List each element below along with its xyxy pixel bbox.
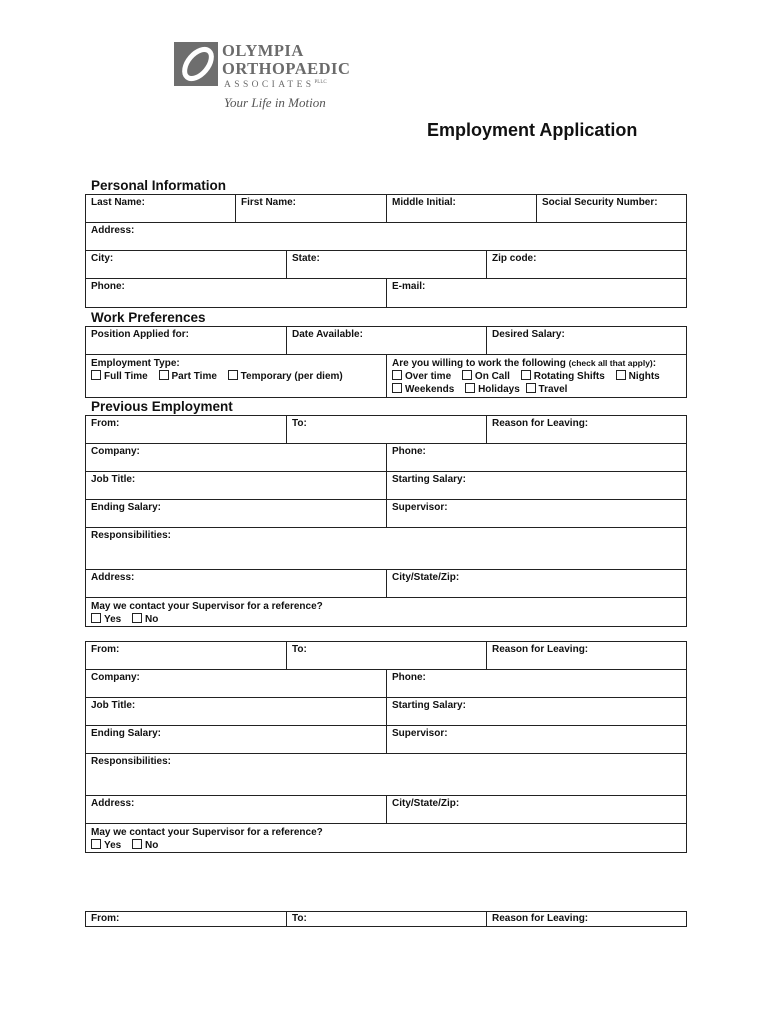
prev2-row-company	[85, 669, 687, 698]
company-label: Company:	[91, 446, 140, 457]
prev1-row-contact	[85, 597, 687, 627]
middle-initial-field[interactable]	[387, 195, 537, 222]
ending-salary-label: Ending Salary:	[91, 728, 162, 739]
to-label: To:	[292, 644, 307, 655]
city-state-zip-label: City/State/Zip:	[392, 572, 460, 583]
work-row-types	[85, 354, 687, 398]
date-available-label: Date Available:	[292, 329, 363, 340]
checkbox-icon	[616, 370, 626, 380]
checkbox-rotating-shifts[interactable]: Rotating Shifts	[521, 371, 605, 382]
section-heading-work: Work Preferences	[91, 310, 206, 325]
employment-type-cell	[86, 355, 387, 397]
first-name-field[interactable]	[236, 195, 387, 222]
personal-row-address	[85, 222, 687, 251]
city-state-zip-label: City/State/Zip:	[392, 798, 460, 809]
prev1-city-state-zip-field[interactable]	[387, 570, 686, 597]
ending-salary-label: Ending Salary:	[91, 502, 162, 513]
checkbox-weekends[interactable]: Weekends	[392, 384, 454, 395]
checkbox-travel[interactable]: Travel	[523, 384, 568, 395]
from-label: From:	[91, 913, 120, 924]
logo-line-2: ORTHOPAEDIC	[222, 59, 351, 78]
checkbox-icon	[159, 370, 169, 380]
prev1-row-responsibilities	[85, 527, 687, 570]
prev1-row-salary	[85, 499, 687, 528]
email-label: E-mail:	[392, 281, 426, 292]
checkbox-icon	[91, 839, 101, 849]
prev2-ending-salary-field[interactable]	[86, 726, 387, 753]
email-field[interactable]	[387, 279, 686, 307]
personal-row-names	[85, 194, 687, 223]
employment-type-label: Employment Type:	[91, 358, 180, 369]
phone-label: Phone:	[91, 281, 125, 292]
prev1-row-company	[85, 443, 687, 472]
prev2-address-field[interactable]	[86, 796, 387, 823]
to-label: To:	[292, 913, 307, 924]
prev1-row-dates	[85, 415, 687, 444]
checkbox-icon	[132, 839, 142, 849]
prev2-supervisor-field[interactable]	[387, 726, 686, 753]
contact-question: May we contact your Supervisor for a reference?	[91, 601, 323, 612]
checkbox-icon	[465, 383, 475, 393]
prev2-row-dates	[85, 641, 687, 670]
work-row-position	[85, 326, 687, 355]
checkbox-nights[interactable]: Nights	[616, 371, 660, 382]
first-name-label: First Name:	[241, 197, 297, 208]
prev1-job-title-field[interactable]	[86, 472, 387, 499]
page-title: Employment Application	[427, 120, 638, 140]
checkbox-no[interactable]: No	[132, 840, 158, 851]
prev2-reason-field[interactable]	[487, 642, 686, 669]
responsibilities-label: Responsibilities:	[91, 530, 172, 541]
prev1-to-field[interactable]	[287, 416, 487, 443]
prev1-ending-salary-field[interactable]	[86, 500, 387, 527]
city-field[interactable]	[86, 251, 287, 278]
job-title-label: Job Title:	[91, 700, 136, 711]
position-field[interactable]	[86, 327, 287, 354]
city-label: City:	[91, 253, 114, 264]
phone-label: Phone:	[392, 446, 426, 457]
checkbox-icon	[91, 613, 101, 623]
checkbox-no[interactable]: No	[132, 614, 158, 625]
section-heading-previous: Previous Employment	[91, 399, 233, 414]
address-label: Address:	[91, 798, 135, 809]
address-field[interactable]	[86, 223, 686, 250]
starting-salary-label: Starting Salary:	[392, 700, 466, 711]
prev2-to-field[interactable]	[287, 642, 487, 669]
position-label: Position Applied for:	[91, 329, 189, 340]
prev1-company-field[interactable]	[86, 444, 387, 471]
prev1-reason-field[interactable]	[487, 416, 686, 443]
ssn-field[interactable]	[537, 195, 686, 222]
personal-row-contact	[85, 278, 687, 308]
last-name-label: Last Name:	[91, 197, 145, 208]
logo-line-1: OLYMPIA	[222, 41, 304, 60]
reason-label: Reason for Leaving:	[492, 913, 589, 924]
date-available-field[interactable]	[287, 327, 487, 354]
prev1-phone-field[interactable]	[387, 444, 686, 471]
prev1-contact-cell	[86, 598, 686, 626]
prev2-contact-cell	[86, 824, 686, 852]
prev2-row-title	[85, 697, 687, 726]
reason-label: Reason for Leaving:	[492, 418, 589, 429]
prev2-responsibilities-field[interactable]	[86, 754, 686, 795]
prev1-row-title	[85, 471, 687, 500]
checkbox-icon	[392, 383, 402, 393]
checkbox-full-time[interactable]: Full Time	[91, 371, 148, 382]
prev1-supervisor-field[interactable]	[387, 500, 686, 527]
logo-suffix: PLLC	[314, 80, 327, 85]
personal-row-city	[85, 250, 687, 279]
prev1-row-address	[85, 569, 687, 598]
company-logo	[172, 40, 372, 116]
to-label: To:	[292, 418, 307, 429]
prev1-responsibilities-field[interactable]	[86, 528, 686, 569]
logo-mark-icon	[174, 42, 218, 86]
checkbox-holidays[interactable]: Holidays	[465, 384, 520, 395]
supervisor-label: Supervisor:	[392, 728, 448, 739]
job-title-label: Job Title:	[91, 474, 136, 485]
checkbox-icon	[91, 370, 101, 380]
prev3-row-dates	[85, 911, 687, 927]
section-heading-personal: Personal Information	[91, 178, 227, 193]
prev2-phone-field[interactable]	[387, 670, 686, 697]
address-label: Address:	[91, 225, 135, 236]
logo-tagline: Your Life in Motion	[224, 95, 326, 110]
prev3-reason-field[interactable]	[487, 912, 686, 926]
ssn-label: Social Security Number:	[542, 197, 658, 208]
from-label: From:	[91, 418, 120, 429]
responsibilities-label: Responsibilities:	[91, 756, 172, 767]
checkbox-on-call[interactable]: On Call	[462, 371, 510, 382]
state-field[interactable]	[287, 251, 487, 278]
logo-line-3: $ASSOCIATES^{PLLC}$	[224, 80, 327, 91]
middle-initial-label: Middle Initial:	[392, 197, 456, 208]
checkbox-over-time[interactable]: Over time	[392, 371, 451, 382]
reason-label: Reason for Leaving:	[492, 644, 589, 655]
prev2-row-address	[85, 795, 687, 824]
prev2-company-field[interactable]	[86, 670, 387, 697]
zip-field[interactable]	[487, 251, 686, 278]
prev2-starting-salary-field[interactable]	[387, 698, 686, 725]
desired-salary-label: Desired Salary:	[492, 329, 565, 340]
willing-to-work-cell	[387, 355, 686, 397]
prev1-starting-salary-field[interactable]	[387, 472, 686, 499]
prev3-from-field[interactable]	[86, 912, 287, 926]
prev2-row-salary	[85, 725, 687, 754]
contact-question: May we contact your Supervisor for a reference?	[91, 827, 323, 838]
checkbox-icon	[526, 383, 536, 393]
prev3-to-field[interactable]	[287, 912, 487, 926]
supervisor-label: Supervisor:	[392, 502, 448, 513]
checkbox-temporary[interactable]: Temporary (per diem)	[228, 371, 343, 382]
checkbox-part-time[interactable]: Part Time	[159, 371, 217, 382]
willing-label: Are you willing to work the following (check all that apply):	[392, 358, 657, 369]
prev2-city-state-zip-field[interactable]	[387, 796, 686, 823]
address-label: Address:	[91, 572, 135, 583]
state-label: State:	[292, 253, 320, 264]
prev1-address-field[interactable]	[86, 570, 387, 597]
checkbox-yes[interactable]: Yes	[91, 614, 121, 625]
desired-salary-field[interactable]	[487, 327, 686, 354]
checkbox-icon	[132, 613, 142, 623]
prev2-from-field[interactable]	[86, 642, 287, 669]
checkbox-yes[interactable]: Yes	[91, 840, 121, 851]
phone-label: Phone:	[392, 672, 426, 683]
prev2-row-responsibilities	[85, 753, 687, 796]
starting-salary-label: Starting Salary:	[392, 474, 466, 485]
phone-field[interactable]	[86, 279, 387, 307]
checkbox-icon	[392, 370, 402, 380]
prev2-row-contact	[85, 823, 687, 853]
prev2-job-title-field[interactable]	[86, 698, 387, 725]
zip-label: Zip code:	[492, 253, 537, 264]
checkbox-icon	[462, 370, 472, 380]
company-label: Company:	[91, 672, 140, 683]
checkbox-icon	[521, 370, 531, 380]
checkbox-icon	[228, 370, 238, 380]
last-name-field[interactable]	[86, 195, 236, 222]
from-label: From:	[91, 644, 120, 655]
prev1-from-field[interactable]	[86, 416, 287, 443]
